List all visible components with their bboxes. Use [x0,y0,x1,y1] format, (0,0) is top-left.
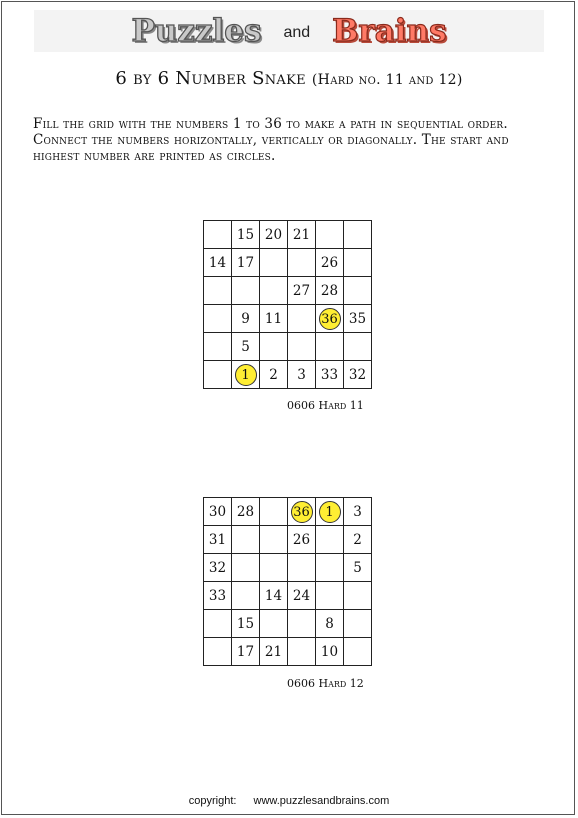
grid-cell[interactable] [260,361,288,389]
logo-banner [34,10,544,52]
circled-number: 1 [319,501,341,523]
grid-cell[interactable] [204,361,232,389]
grid-cell[interactable] [260,305,288,333]
grid-row [204,638,372,666]
grid-cell[interactable] [316,361,344,389]
grid-cell[interactable] [316,305,344,333]
grid-cell[interactable] [288,249,316,277]
logo-puzzles-text: Puzzles [131,12,262,49]
grid-cell[interactable] [204,333,232,361]
grid-row [204,361,372,389]
grid-cell[interactable] [260,554,288,582]
instructions-text: Fill the grid with the numbers 1 to 36 to make a path in sequential order. Connect the numbers horizontally, vertically or diagonally. The start and highest number are printed as circles. [33,116,509,164]
grid-cell[interactable] [232,249,260,277]
page-title [0,68,578,89]
given-number: 26 [292,531,311,548]
grid-cell[interactable] [288,638,316,666]
grid-cell[interactable] [288,554,316,582]
grid-row [204,526,372,554]
grid-cell[interactable] [344,305,372,333]
grid-cell[interactable] [260,638,288,666]
grid-cell[interactable] [232,582,260,610]
grid-row [204,249,372,277]
grid-row [204,582,372,610]
grid-row [204,221,372,249]
given-number: 21 [292,226,311,243]
title-subtitle: (Hard no. 11 and 12) [311,72,463,88]
grid-row [204,333,372,361]
grid-row [204,305,372,333]
logo-brains-text: Brains [332,12,447,49]
grid-cell[interactable] [204,305,232,333]
given-number: 20 [264,226,283,243]
grid-cell[interactable] [316,526,344,554]
grid-cell[interactable] [288,526,316,554]
grid-cell[interactable] [344,526,372,554]
circled-number: 36 [319,308,341,330]
puzzle-grid-2 [203,497,372,666]
grid-cell[interactable] [232,221,260,249]
grid-cell[interactable] [316,221,344,249]
given-number: 21 [264,643,283,660]
grid-cell[interactable] [204,638,232,666]
given-number: 11 [264,310,283,327]
grid-cell[interactable] [316,333,344,361]
grid-cell[interactable] [204,526,232,554]
grid-cell[interactable] [344,498,372,526]
grid-cell[interactable] [204,277,232,305]
given-number: 35 [348,310,367,327]
given-number: 33 [208,587,227,604]
grid-cell[interactable] [260,526,288,554]
grid-cell[interactable] [344,638,372,666]
grid-row [204,554,372,582]
given-number: 32 [208,559,227,576]
grid-cell[interactable] [288,305,316,333]
grid-cell[interactable] [288,582,316,610]
given-number: 9 [241,310,250,327]
circled-number: 1 [235,364,257,386]
grid-cell[interactable] [260,582,288,610]
grid-cell[interactable] [232,610,260,638]
grid-cell[interactable] [232,554,260,582]
given-number: 14 [264,587,283,604]
title-main: 6 by 6 Number Snake [115,68,306,89]
grid-cell[interactable] [344,249,372,277]
grid-cell[interactable] [232,277,260,305]
grid-cell[interactable] [260,277,288,305]
grid-cell[interactable] [344,361,372,389]
grid-cell[interactable] [288,277,316,305]
grid-cell[interactable] [288,361,316,389]
given-number: 28 [320,282,339,299]
given-number: 5 [353,559,362,576]
grid-cell[interactable] [344,333,372,361]
given-number: 3 [297,366,306,383]
grid-cell[interactable] [316,249,344,277]
grid-cell[interactable] [316,582,344,610]
grid-cell[interactable] [232,498,260,526]
footer [0,795,578,807]
grid-cell[interactable] [316,498,344,526]
grid-cell[interactable] [288,610,316,638]
puzzle-grid-1 [203,220,372,389]
grid-cell[interactable] [344,277,372,305]
puzzle-caption-1: 0606 Hard 11 [287,399,364,412]
grid-cell[interactable] [232,305,260,333]
puzzle-caption-2: 0606 Hard 12 [287,677,364,690]
given-number: 24 [292,587,311,604]
grid-row [204,498,372,526]
given-number: 2 [269,366,278,383]
grid-cell[interactable] [344,582,372,610]
grid-cell[interactable] [344,221,372,249]
grid-cell[interactable] [232,526,260,554]
website-link[interactable]: www.puzzlesandbrains.com [253,795,390,807]
grid-cell[interactable] [344,610,372,638]
given-number: 5 [241,338,250,355]
grid-cell[interactable] [260,498,288,526]
grid-cell[interactable] [232,361,260,389]
grid-cell[interactable] [316,638,344,666]
grid-cell[interactable] [260,249,288,277]
given-number: 10 [320,643,339,660]
grid-cell[interactable] [232,333,260,361]
grid-cell[interactable] [316,277,344,305]
given-number: 28 [236,503,255,520]
grid-cell[interactable] [204,221,232,249]
given-number: 30 [208,503,227,520]
given-number: 17 [236,643,255,660]
grid-cell[interactable] [204,554,232,582]
grid-cell[interactable] [204,249,232,277]
grid-cell[interactable] [344,554,372,582]
given-number: 27 [292,282,311,299]
given-number: 32 [348,366,367,383]
given-number: 8 [325,615,334,632]
given-number: 14 [208,254,227,271]
grid-cell[interactable] [260,333,288,361]
given-number: 33 [320,366,339,383]
grid-cell[interactable] [288,498,316,526]
grid-cell[interactable] [204,610,232,638]
given-number: 2 [353,531,362,548]
grid-cell[interactable] [260,221,288,249]
grid-cell[interactable] [204,582,232,610]
grid-cell[interactable] [288,221,316,249]
grid-cell[interactable] [260,610,288,638]
grid-cell[interactable] [316,554,344,582]
given-number: 31 [208,531,227,548]
copyright-label: copyright: [188,795,237,807]
grid-cell[interactable] [204,498,232,526]
logo-and-text: and [283,24,311,41]
given-number: 15 [236,615,255,632]
grid-row [204,610,372,638]
given-number: 26 [320,254,339,271]
given-number: 3 [353,503,362,520]
grid-cell[interactable] [232,638,260,666]
circled-number: 36 [291,501,313,523]
grid-row [204,277,372,305]
grid-cell[interactable] [288,333,316,361]
grid-cell[interactable] [316,610,344,638]
given-number: 17 [236,254,255,271]
given-number: 15 [236,226,255,243]
